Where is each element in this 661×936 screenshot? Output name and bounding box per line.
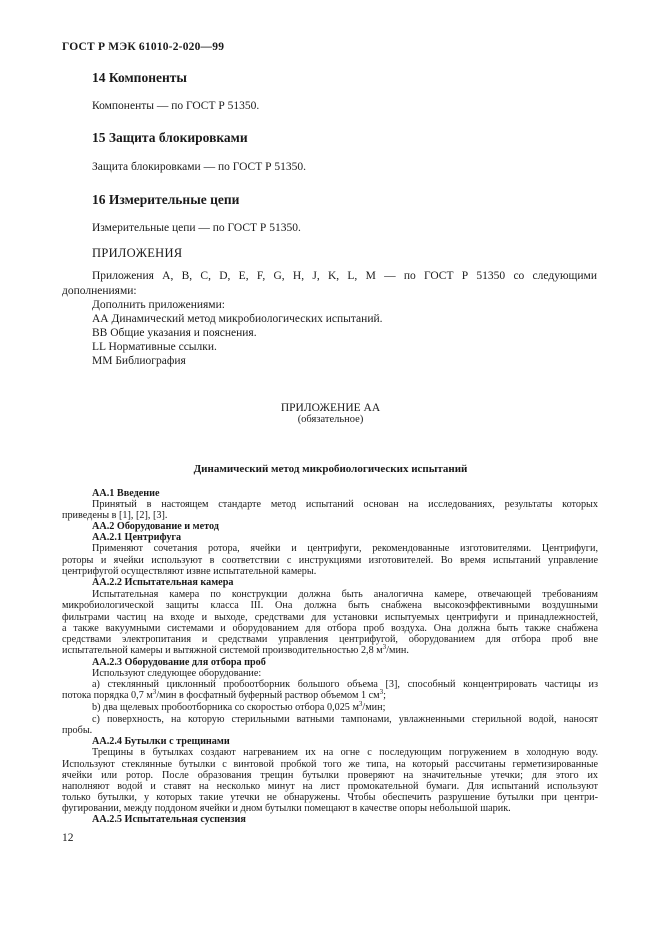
appendices-line-3: Дополнить приложениями: [92, 299, 225, 311]
aa22-line: испытательной камеры и вытяжной системой производительностью 2,8 $м^3$/мин. [62, 643, 409, 656]
aa21-line: роторы и ячейки используют в соответствии с инструкциями изготовителей. Во время испытаний управление [62, 555, 598, 566]
aa24-line: Используют стеклянные бутылки с винтовой пробкой того же типа, на который рассчитаны герметизированные [62, 759, 598, 770]
appendix-list-item: LL Нормативные ссылки. [92, 341, 217, 353]
document-header: ГОСТ Р МЭК 61010-2-020—99 [62, 41, 225, 53]
section-14-heading: 14 Компоненты [92, 70, 187, 85]
appendix-list-item: АА Динамический метод микробиологических испытаний. [92, 313, 383, 325]
annex-title: ПРИЛОЖЕНИЕ АА [280, 402, 381, 414]
appendix-list-item: ВВ Общие указания и пояснения. [92, 327, 257, 339]
section-14-text: Компоненты — по ГОСТ Р 51350. [92, 100, 260, 112]
aa23-title: АА.2.3 Оборудование для отбора проб [92, 657, 266, 668]
aa2-title: АА.2 Оборудование и метод [92, 521, 219, 532]
appendices-line-2: дополнениями: [62, 285, 137, 297]
aa23-line: b) два щелевых пробоотборника со скоростью отбора 0,025 $м^3$/мин; [92, 700, 386, 713]
section-16-heading: 16 Измерительные цепи [92, 192, 240, 207]
aa23-line: Используют следующее оборудование: [92, 668, 262, 679]
aa21-line: центрифугой осуществляют извне испытательной камеры. [62, 566, 317, 577]
aa1-line: приведены в [1], [2], [3]. [62, 510, 168, 521]
aa21-line: Применяют сочетания ротора, ячейки и центрифуги, рекомендованные изготовителями. Центрифуги, [92, 543, 598, 554]
aa22-line: средствами электропитания и средствами управления центрифугой, оборудованием для отбора проб вне [62, 634, 598, 645]
section-15-text: Защита блокировками — по ГОСТ Р 51350. [92, 161, 306, 173]
aa23-line: пробы. [62, 725, 93, 736]
appendix-list-item: ММ Библиография [92, 355, 186, 367]
aa24-line: только бутылки, у которых такие утечки не обнаружены. Чтобы обеспечить разрушение бутылки при центри- [62, 792, 598, 803]
aa22-title: АА.2.2 Испытательная камера [92, 577, 234, 588]
aa23-line: потока порядка 0,7 $м^3$/мин в фосфатный буферный раствор объемом 1 $см^3$; [62, 688, 386, 701]
aa22-line: Испытательная камера по конструкции должна быть аналогична камере, отвечающей требованиям [92, 589, 598, 600]
aa1-line: Принятый в настоящем стандарте метод испытаний основан на исследованиях, результаты которых [92, 499, 598, 510]
aa1-title: АА.1 Введение [92, 488, 160, 499]
appendices-line-1: Приложения A, B, C, D, E, F, G, H, J, K, L, M — по ГОСТ Р 51350 со следующими [92, 270, 597, 282]
aa24-line: Трещины в бутылках создают нагреванием их на огне с последующим погружением в холодную воду. [92, 747, 598, 758]
aa25-title: АА.2.5 Испытательная суспензия [92, 814, 246, 825]
annex-status: (обязательное) [297, 414, 364, 425]
aa22-line: фильтрами частиц на входе и выходе, средствами для установки испытуемых центрифуги и принадлежностей, [62, 612, 598, 623]
annex-heading: Динамический метод микробиологических испытаний [193, 463, 468, 475]
aa21-title: АА.2.1 Центрифуга [92, 532, 182, 543]
section-15-heading: 15 Защита блокировками [92, 130, 248, 145]
aa22-line: микробиологической защиты класса III. Она должна быть снабжена высокоэффективными воздушными [62, 600, 598, 611]
aa23-line: а) стеклянный циклонный пробоотборник большого объема [3], способный концентрировать частицы из [92, 679, 598, 690]
aa22-line: а также вакуумными системами и оборудованием для отбора проб воздуха. Она должна быть также снабжена [62, 623, 598, 634]
aa24-line: фугировании, между поддоном ячейки и дном бутылки помещают в качестве опоры небольшой шарик. [62, 803, 511, 814]
aa23-line: с) поверхность, на которую стерильными ватными тампонами, увлажненными стерильной водой, наносят [92, 714, 598, 725]
aa24-title: АА.2.4 Бутылки с трещинами [92, 736, 230, 747]
section-16-text: Измерительные цепи — по ГОСТ Р 51350. [92, 222, 301, 234]
aa24-line: ячейки или ротор. После образования трещин бутылки проверяют на значительные утечки; для этого их [62, 770, 598, 781]
appendices-title: ПРИЛОЖЕНИЯ [92, 246, 183, 260]
page-number: 12 [62, 832, 74, 844]
aa24-line: наполняют водой и ставят на несколько минут на лист промокательной бумаги. Для испытаний используют [62, 781, 598, 792]
